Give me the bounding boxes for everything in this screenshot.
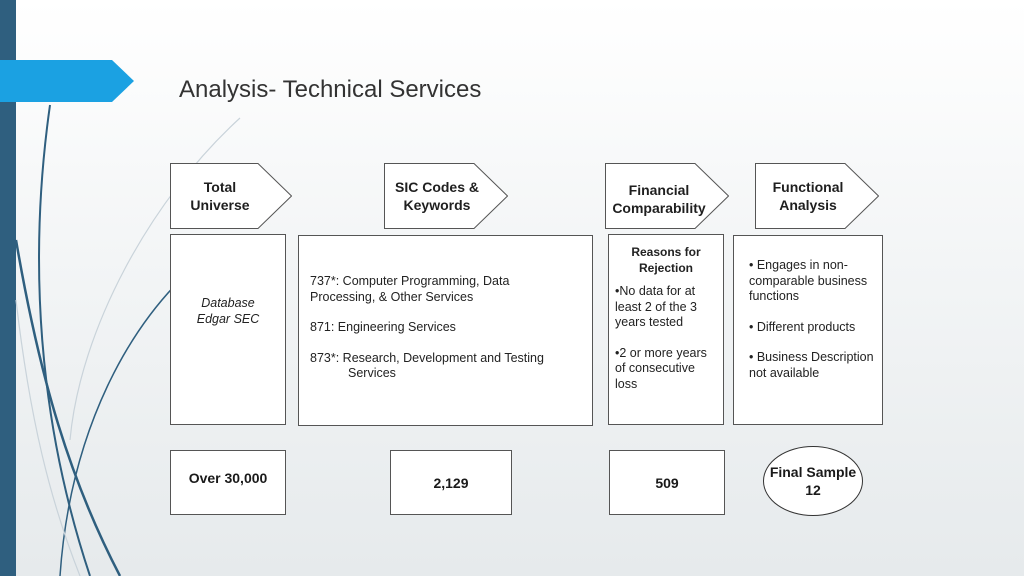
financial-detail-box — [608, 234, 724, 425]
sic-code-873-cont: Services — [348, 366, 396, 380]
sic-code-737: 737*: Computer Programming, Data Processing, & Other Services — [310, 274, 510, 304]
database-label: Database — [201, 296, 255, 310]
stage-label — [170, 163, 270, 229]
rejection-heading-line2: Rejection — [638, 260, 693, 275]
stage-financial-comparability — [605, 163, 729, 229]
stage-label-line1: Functional — [772, 179, 844, 195]
rejection-reason: •2 or more years of consecutive loss — [615, 345, 707, 391]
stage-sic-codes — [384, 163, 508, 229]
rejection-heading-line1: Reasons for — [631, 245, 701, 259]
stage-label-line1: SIC Codes & — [394, 179, 479, 195]
stage-total-universe — [170, 163, 292, 229]
stage-label — [384, 163, 490, 229]
functional-criterion: • Business Description not available — [749, 350, 874, 380]
slide-title: Analysis- Technical Services — [179, 76, 482, 103]
count-universe: Over 30,000 — [170, 450, 286, 515]
final-sample-oval — [763, 446, 863, 516]
stage-label-line1: Total — [203, 179, 237, 195]
functional-detail-box — [733, 235, 883, 425]
sic-code-871: 871: Engineering Services — [310, 320, 456, 334]
final-sample-value: 12 — [805, 482, 821, 498]
rejection-heading — [615, 245, 717, 276]
count-financial: 509 — [609, 450, 725, 515]
stage-functional-analysis — [755, 163, 879, 229]
stage-label-line2: Keywords — [403, 197, 471, 213]
stage-label — [605, 163, 713, 235]
count-sic: 2,129 — [390, 450, 512, 515]
sic-detail-box — [298, 235, 593, 426]
functional-criterion: • Different products — [749, 319, 856, 334]
database-source: Edgar SEC — [196, 311, 260, 326]
stage-label-line2: Universe — [190, 197, 250, 213]
stage-label-line2: Comparability — [612, 200, 706, 216]
universe-detail-box — [170, 234, 286, 425]
final-sample-label: Final Sample — [769, 464, 857, 480]
stage-label — [755, 163, 861, 229]
sic-code-873: 873*: Research, Development and Testing — [310, 350, 544, 365]
stage-label-line1: Financial — [628, 182, 690, 198]
rejection-reason: •No data for at least 2 of the 3 years tested — [615, 284, 698, 329]
functional-criterion: • Engages in non-comparable business functions — [749, 258, 868, 303]
stage-label-line2: Analysis — [779, 197, 837, 213]
